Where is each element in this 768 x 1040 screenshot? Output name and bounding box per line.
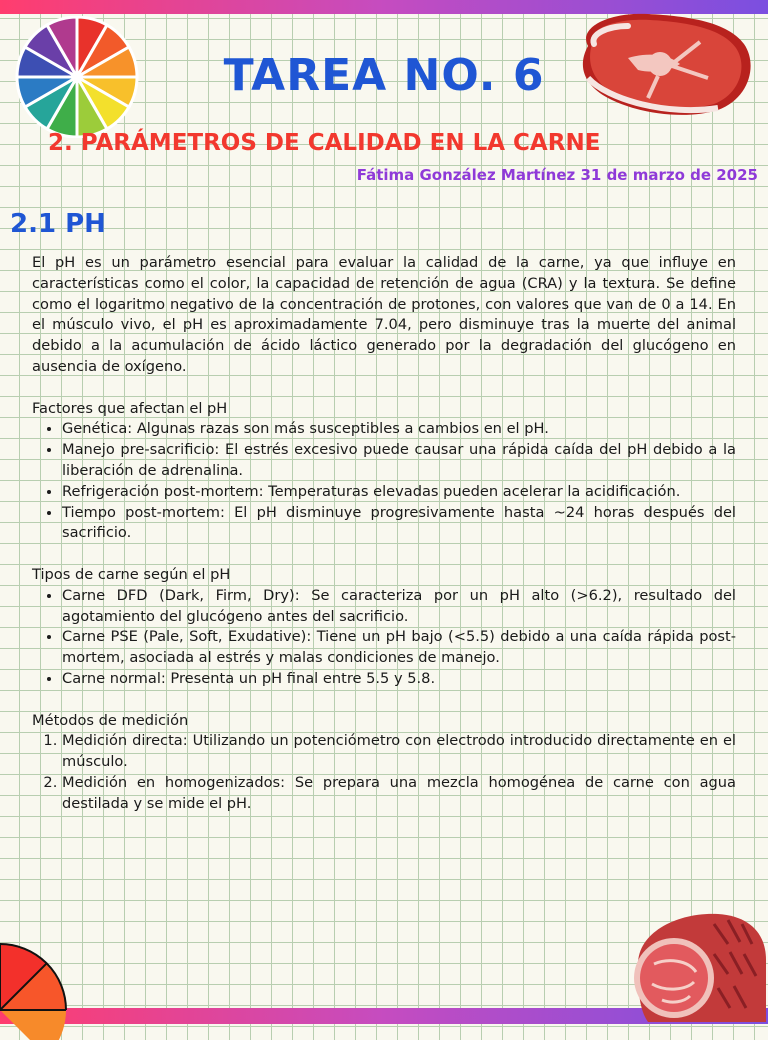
list-item: • Tiempo post-mortem: El pH disminuye progresivamente hasta ~24 horas después del sacrificio. bbox=[62, 503, 736, 545]
list-item: 2. Medición en homogenizados: Se prepara una mezcla homogénea de carne con agua destilada y se mide el pH. bbox=[62, 773, 736, 815]
factors-list bbox=[32, 419, 736, 544]
list-item: • Genética: Algunas razas son más susceptibles a cambios en el pH. bbox=[62, 419, 736, 440]
ham-icon bbox=[618, 904, 768, 1022]
section-heading: 2.1 PH bbox=[10, 209, 106, 239]
list-item: 1. Medición directa: Utilizando un potenciómetro con electrodo introducido directamente en el músculo. bbox=[62, 731, 736, 773]
color-wheel-icon bbox=[10, 16, 144, 138]
author-date: Fátima González Martínez 31 de marzo de 2025 bbox=[356, 166, 758, 184]
types-heading: Tipos de carne según el pH bbox=[32, 565, 231, 583]
color-wheel-icon bbox=[0, 940, 100, 1040]
methods-heading: Métodos de medición bbox=[32, 711, 189, 729]
methods-list bbox=[32, 731, 736, 814]
page-subtitle: 2. PARÁMETROS DE CALIDAD EN LA CARNE bbox=[48, 130, 601, 156]
list-item: • Carne normal: Presenta un pH final entre 5.5 y 5.8. bbox=[62, 669, 736, 690]
list-item: • Refrigeración post-mortem: Temperaturas elevadas pueden acelerar la acidificación. bbox=[62, 482, 736, 503]
intro-paragraph: El pH es un parámetro esencial para evaluar la calidad de la carne, ya que influye en características como el color, la capacidad de retención de agua (CRA) y la textura. Se define como el logaritmo negativo de la concentración de protones, con valores que van de 0 a 14. En el músculo vivo, el pH es aproximadamente 7.04, pero disminuye tras la muerte del animal debido a la acumulación de ácido láctico generado por la degradación del glucógeno en ausencia de oxígeno. bbox=[32, 254, 736, 375]
list-item: • Manejo pre-sacrificio: El estrés excesivo puede causar una rápida caída del pH debido a la liberación de adrenalina. bbox=[62, 440, 736, 482]
types-list bbox=[32, 586, 736, 690]
list-item: • Carne DFD (Dark, Firm, Dry): Se caracteriza por un pH alto (>6.2), resultado del agotamiento del glucógeno antes del sacrificio. bbox=[62, 586, 736, 628]
list-item: • Carne PSE (Pale, Soft, Exudative): Tiene un pH bajo (<5.5) debido a una caída rápida post-mortem, asociada al estrés y malas condiciones de manejo. bbox=[62, 627, 736, 669]
factors-heading: Factores que afectan el pH bbox=[32, 399, 228, 417]
page-title: TAREA NO. 6 bbox=[223, 50, 545, 101]
section-body bbox=[32, 253, 736, 815]
